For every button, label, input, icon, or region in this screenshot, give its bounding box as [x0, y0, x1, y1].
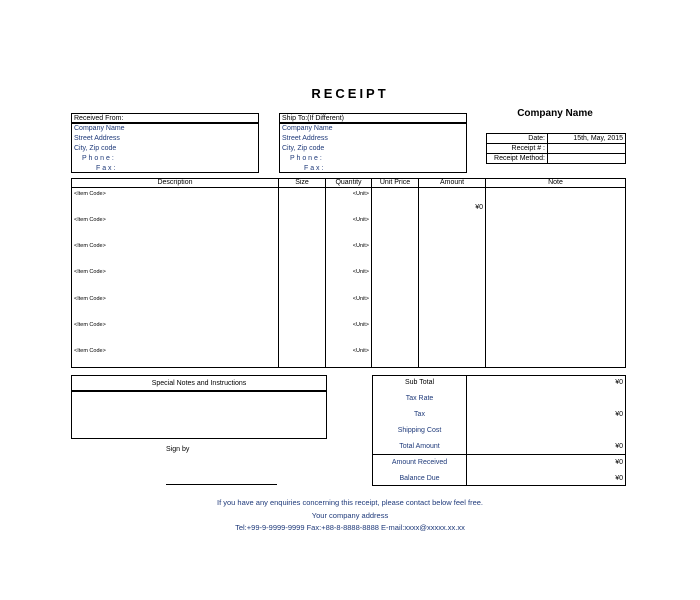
total-amount-label: Total Amount: [399, 443, 440, 450]
note-cell: [486, 188, 626, 368]
total-amount-row: [373, 440, 625, 454]
ship-city: City, Zip code: [282, 145, 325, 152]
totals-box: [372, 375, 626, 486]
received-from-box: [71, 113, 259, 173]
amount-cell: [419, 188, 486, 368]
sub-total-row: [373, 376, 625, 390]
tax-label: Tax: [414, 411, 425, 418]
unit-label: <Unit>: [352, 296, 369, 302]
tax-value: ¥0: [615, 411, 623, 418]
item-code: <Item Code>: [74, 322, 106, 328]
unit-label: <Unit>: [352, 348, 369, 354]
ship-fax-label: F a x :: [304, 165, 324, 172]
received-city: City, Zip code: [74, 145, 117, 152]
unit-label: <Unit>: [352, 269, 369, 275]
special-notes-box: [71, 375, 327, 439]
date-label: Date:: [487, 134, 548, 144]
received-fax-label: F a x :: [96, 165, 116, 172]
received-phone-label: P h o n e :: [82, 155, 114, 162]
receipt-info-table: [486, 133, 626, 164]
description-cell: [72, 188, 279, 368]
totals-separator: [373, 454, 625, 455]
amount-received-label: Amount Received: [391, 459, 448, 466]
receipt-number-value: [548, 144, 626, 154]
amount-received-value: ¥0: [615, 459, 623, 466]
item-row: [72, 188, 626, 368]
col-size: Size: [279, 179, 326, 188]
col-note: Note: [486, 179, 626, 188]
signature-line: [166, 484, 277, 485]
col-unit-price: Unit Price: [372, 179, 419, 188]
receipt-method-value: [548, 154, 626, 164]
tax-rate-row: [373, 392, 625, 406]
sign-by-label: Sign by: [166, 446, 190, 453]
col-quantity: Quantity: [326, 179, 372, 188]
received-from-header: Received From:: [72, 114, 258, 124]
sub-total-value: ¥0: [615, 379, 623, 386]
receipt-title: RECEIPT: [311, 86, 389, 101]
item-code: <Item Code>: [74, 296, 106, 302]
col-amount: Amount: [419, 179, 486, 188]
balance-due-label: Balance Due: [399, 475, 440, 482]
size-cell: [279, 188, 326, 368]
footer-contact: Tel:+99-9-9999-9999 Fax:+88-8-8888-8888 E-mail:xxxx@xxxxx.xx.xx: [235, 523, 465, 532]
date-value: 15th, May, 2015: [548, 134, 626, 144]
ship-street: Street Address: [282, 135, 328, 142]
col-description: Description: [72, 179, 279, 188]
items-table: [71, 178, 626, 368]
special-notes-header: Special Notes and Instructions: [72, 376, 326, 392]
amount-received-row: [373, 456, 625, 470]
total-amount-value: ¥0: [615, 443, 623, 450]
item-code: <Item Code>: [74, 348, 106, 354]
item-code: <Item Code>: [74, 217, 106, 223]
received-street: Street Address: [74, 135, 120, 142]
balance-due-row: [373, 472, 625, 486]
item-code: <Item Code>: [74, 269, 106, 275]
receipt-number-label: Receipt # :: [487, 144, 548, 154]
item-code: <Item Code>: [74, 243, 106, 249]
ship-to-header: Ship To:(If Different): [280, 114, 466, 124]
quantity-cell: [326, 188, 372, 368]
amount-value: ¥0: [475, 204, 483, 211]
tax-rate-label: Tax Rate: [405, 395, 434, 402]
ship-phone-label: P h o n e :: [290, 155, 322, 162]
unit-label: <Unit>: [352, 191, 369, 197]
unit-label: <Unit>: [352, 322, 369, 328]
receipt-method-label: Receipt Method:: [487, 154, 548, 164]
ship-to-box: [279, 113, 467, 173]
shipping-label: Shipping Cost: [397, 427, 442, 434]
sub-total-label: Sub Total: [404, 379, 435, 386]
items-header-row: [72, 179, 626, 188]
company-name: Company Name: [517, 108, 593, 119]
shipping-row: [373, 424, 625, 438]
unit-label: <Unit>: [352, 243, 369, 249]
ship-company: Company Name: [282, 125, 333, 132]
tax-row: [373, 408, 625, 422]
balance-due-value: ¥0: [615, 475, 623, 482]
unit-price-cell: [372, 188, 419, 368]
unit-label: <Unit>: [352, 217, 369, 223]
footer-enquiry: If you have any enquiries concerning this receipt, please contact below feel free.: [217, 498, 483, 507]
footer-address: Your company address: [311, 511, 389, 520]
item-code: <Item Code>: [74, 191, 106, 197]
received-company: Company Name: [74, 125, 125, 132]
